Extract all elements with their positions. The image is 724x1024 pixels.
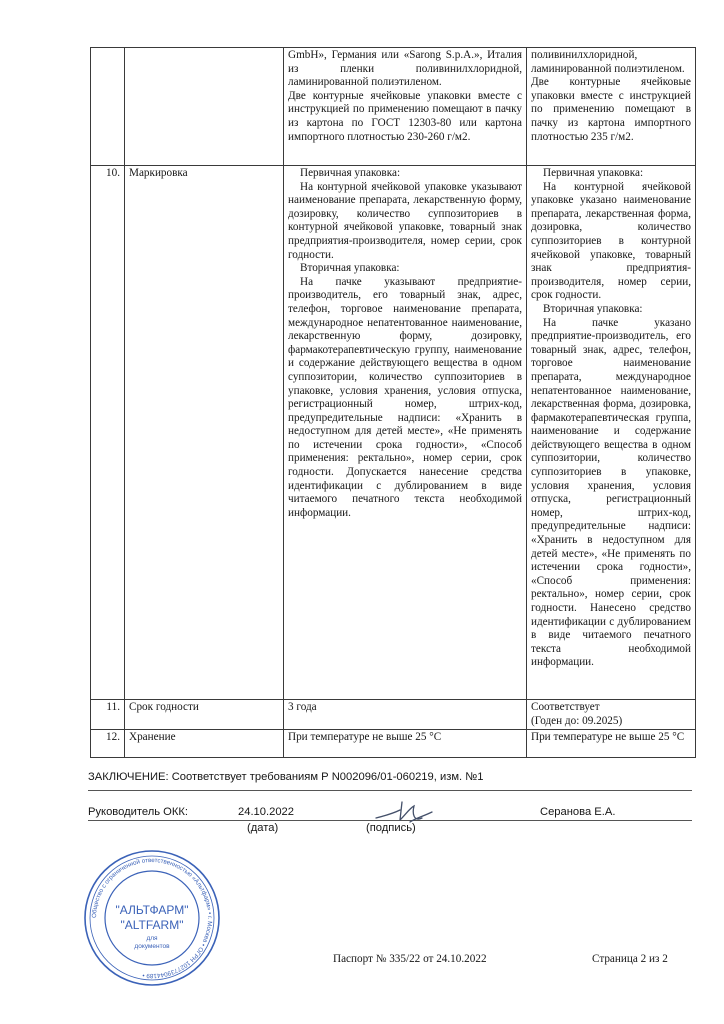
cell-requirement xyxy=(284,48,527,166)
cell-requirement: 3 года xyxy=(284,700,527,730)
cell-name: Хранение xyxy=(125,730,284,758)
stamp-ring-text: Общество с ограниченной ответственностью «Альтфарм» • г. Москва • ОГРН 1027739044189 • xyxy=(90,856,214,980)
result-text: На контурной ячейковой упаковке указано наименование препарата, лекарственная форма, дозировка, количество суппозиториев в контурной ячейковой упаковке, товарный знак предприятия-производителя, номер серии, срок годности. xyxy=(531,180,691,302)
handwritten-signature xyxy=(370,796,440,830)
stamp-name-ru: "АЛЬТФАРМ" xyxy=(115,903,189,917)
cell-num xyxy=(91,48,125,166)
cell-num: 10. xyxy=(91,166,125,700)
stamp-purpose-2: документов xyxy=(134,943,170,950)
requirement-text: Две контурные ячейковые упаковки вместе с инструкцией по применению помещают в пачку из картона по ГОСТ 12303-80 или картона импортного плотностью 230-260 г/м2. xyxy=(288,89,522,143)
cell-result xyxy=(527,48,696,166)
cell-requirement: При температуре не выше 25 °С xyxy=(284,730,527,758)
result-text: (Годен до: 09.2025) xyxy=(531,714,623,727)
company-stamp xyxy=(82,848,222,988)
signature-caption: (подпись) xyxy=(366,822,416,834)
table-row xyxy=(91,700,696,730)
cell-name: Маркировка xyxy=(125,166,284,700)
cell-name xyxy=(125,48,284,166)
date-caption: (дата) xyxy=(247,822,279,834)
footer-passport: Паспорт № 335/22 от 24.10.2022 xyxy=(333,953,487,965)
cell-result xyxy=(527,700,696,730)
subheading: Вторичная упаковка: xyxy=(300,262,400,275)
requirement-text: На пачке указывают предприятие-производитель, его товарный знак, адрес, телефон, торговое наименование препарата, международное непатентованное наименование, лекарственную форму, дозировку, фармакотерапевтическую группу, наименование и содержание действующего вещества в одном суппозитории, количество суппозиториев в упаковке, условия хранения, условия отпуска, регистрационный номер, штрих-код, предупредительные надписи: «Хранить в недоступном для детей месте», «Не применять по истечении срока годности», «Способ применения: ректально», номер серии, срок годности. Допускается нанесение средства идентификации с дублированием в виде читаемого печатного текста необходимой информации. xyxy=(288,275,522,519)
result-text: поливинилхлоридной, ламинированной полиэтиленом. xyxy=(531,49,685,75)
signoff-name: Серанова Е.А. xyxy=(540,806,616,818)
requirement-text: GmbH», Германия или «Sarong S.p.A.», Италия из пленки поливинилхлоридной, ламинированной полиэтиленом. xyxy=(288,49,522,89)
subheading: Вторичная упаковка: xyxy=(543,302,643,315)
divider xyxy=(88,790,692,791)
cell-num: 11. xyxy=(91,700,125,730)
result-text: На пачке указано предприятие-производитель, его товарный знак, адрес, телефон, торговое наименование препарата, международное непатентованное наименование, лекарственная форма, дозировка, фармакотерапевтическая группа, наименование и содержание действующего вещества в одном суппозитории, количество суппозиториев в упаковке, условия хранения, условия отпуска, регистрационный номер, штрих-код, предупредительные надписи: «Хранить в недоступном для детей месте», «Не применять по истечении срока годности», «Способ применения: ректально», номер серии, срок годности. Нанесено средство идентификации с дублированием в виде читаемого печатного текста необходимой информации. xyxy=(531,316,691,669)
result-text: Соответствует xyxy=(531,701,600,713)
specification-table xyxy=(90,47,696,758)
stamp-name-en: "ALTFARM" xyxy=(120,918,184,932)
footer-page-number: Страница 2 из 2 xyxy=(592,953,668,965)
table-row xyxy=(91,48,696,166)
cell-result: При температуре не выше 25 °С xyxy=(527,730,696,758)
cell-name: Срок годности xyxy=(125,700,284,730)
cell-num: 12. xyxy=(91,730,125,758)
cell-result xyxy=(527,166,696,700)
stamp-purpose: для xyxy=(146,935,158,942)
cell-requirement xyxy=(284,166,527,700)
signoff-date: 24.10.2022 xyxy=(238,806,294,818)
subheading: Первичная упаковка: xyxy=(543,167,644,179)
signoff-role: Руководитель ОКК: xyxy=(88,806,189,818)
table-row xyxy=(91,730,696,758)
conclusion-text: ЗАКЛЮЧЕНИЕ: Соответствует требованиям Р N002096/01-060219, изм. №1 xyxy=(88,771,484,783)
requirement-text: На контурной ячейковой упаковке указывают наименование препарата, лекарственную форму, дозировку, количество суппозиториев в контурной ячейковой упаковке, товарный знак предприятия-производителя, номер серии, срок годности. xyxy=(288,180,522,261)
table-row xyxy=(91,166,696,700)
subheading: Первичная упаковка: xyxy=(300,167,401,179)
result-text: Две контурные ячейковые упаковки вместе с инструкцией по применению помещают в пачку из картона импортного плотностью 235 г/м2. xyxy=(531,76,691,143)
